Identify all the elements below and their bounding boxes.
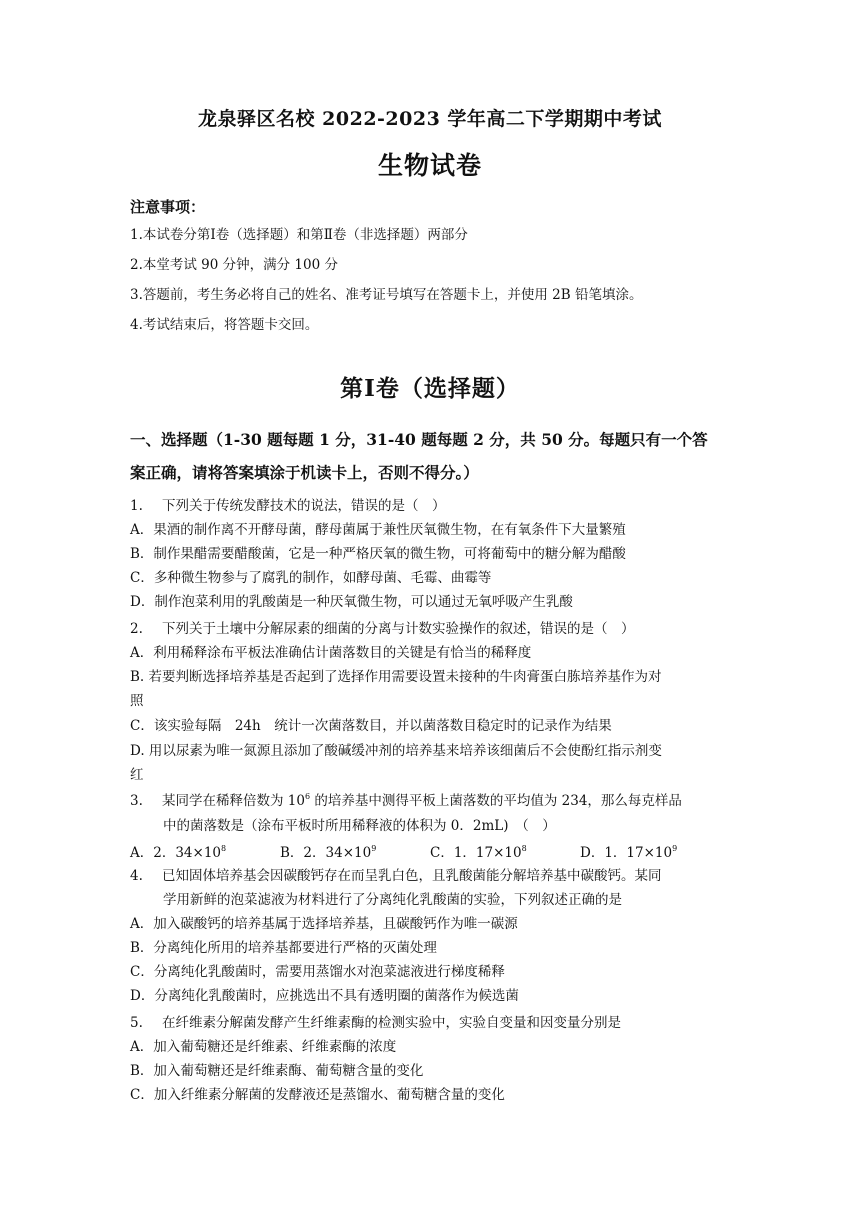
q1-option-b: B．制作果醋需要醋酸菌，它是一种严格厌氧的微生物，可将葡萄中的糖分解为醋酸	[130, 546, 626, 562]
question-text: 在纤维素分解菌发酵产生纤维素酶的检测实验中，实验自变量和因变量分别是	[162, 1015, 621, 1031]
question-5-stem	[130, 1013, 740, 1033]
q3-option-d: D．1．$17\times 10^9$	[580, 844, 678, 861]
note-item: 4.考试结束后，将答题卡交回。	[130, 317, 319, 333]
question-text: 下列关于传统发酵技术的说法，错误的是（ ）	[162, 498, 446, 514]
question-3-stem-line1	[130, 791, 740, 811]
note-item: 3.答题前，考生务必将自己的姓名、准考证号填写在答题卡上，并使用 2B 铅笔填涂。	[130, 287, 643, 303]
question-text: 下列关于土壤中分解尿素的细菌的分离与计数实验操作的叙述，错误的是（ ）	[162, 621, 635, 637]
q4-option-d: D．分离纯化乳酸菌时，应挑选出不具有透明圈的菌落作为候选菌	[130, 988, 519, 1004]
q3-option-c: C．1．$17\times 10^8$	[430, 844, 527, 861]
q1-option-d: D．制作泡菜利用的乳酸菌是一种厌氧微生物，可以通过无氧呼吸产生乳酸	[130, 594, 573, 610]
q2-option-a: A．利用稀释涂布平板法准确估计菌落数目的关键是有恰当的稀释度	[130, 645, 532, 661]
q5-option-b: B．加入葡萄糖还是纤维素酶、葡萄糖含量的变化	[130, 1063, 424, 1079]
q4-option-a: A．加入碳酸钙的培养基属于选择培养基，且碳酸钙作为唯一碳源	[130, 916, 518, 932]
question-number: 4.	[130, 868, 143, 884]
instructions-line-1: 一、选择题（1-30 题每题 1 分，31-40 题每题 2 分，共 50 分。每题只有一个答	[130, 430, 708, 449]
q2-option-b-line2: 照	[130, 693, 144, 709]
q2-option-d-line2: 红	[130, 767, 144, 783]
q4-option-b: B．分离纯化所用的培养基都要进行严格的灭菌处理	[130, 940, 437, 956]
question-4-stem-line2: 学用新鲜的泡菜滤液为材料进行了分离纯化乳酸菌的实验，下列叙述正确的是	[163, 892, 622, 908]
question-number: 2.	[130, 621, 143, 637]
note-item: 2.本堂考试 90 分钟，满分 100 分	[130, 257, 338, 273]
question-number: 3.	[130, 793, 143, 809]
q3-option-b: B．2．$34\times 10^9$	[280, 844, 377, 861]
notes-heading: 注意事项：	[130, 198, 206, 216]
question-number: 1.	[130, 498, 143, 514]
q5-option-a: A．加入葡萄糖还是纤维素、纤维素酶的浓度	[130, 1039, 397, 1055]
exam-title: 龙泉驿区名校 2022-2023 学年高二下学期期中考试	[198, 108, 662, 130]
q1-option-c: C．多种微生物参与了腐乳的制作，如酵母菌、毛霉、曲霉等	[130, 570, 492, 586]
question-text: 已知固体培养基会因碳酸钙存在而呈乳白色，且乳酸菌能分解培养基中碳酸钙。某同	[162, 868, 662, 884]
question-number: 5.	[130, 1015, 143, 1031]
instructions-line-2: 案正确，请将答案填涂于机读卡上，否则不得分。）	[130, 463, 479, 482]
subject-title: 生物试卷	[377, 151, 482, 180]
section-title: 第Ⅰ卷（选择题）	[340, 375, 520, 402]
question-2-stem	[130, 619, 740, 639]
note-item: 1.本试卷分第Ⅰ卷（选择题）和第Ⅱ卷（非选择题）两部分	[130, 227, 468, 243]
q2-option-d-line1: D. 用以尿素为唯一氮源且添加了酸碱缓冲剂的培养基来培养该细菌后不会使酚红指示剂变	[130, 743, 662, 759]
q2-option-c: C．该实验每隔 24h 统计一次菌落数目，并以菌落数目稳定时的记录作为结果	[130, 718, 612, 734]
q1-option-a: A．果酒的制作离不开酵母菌，酵母菌属于兼性厌氧微生物，在有氧条件下大量繁殖	[130, 522, 626, 538]
question-3-stem-line2: 中的菌落数是（涂布平板时所用稀释液的体积为 0．2mL) （ ）	[163, 818, 556, 834]
question-text: 的培养基中测得平板上菌落数的平均值为 234，那么每克样品	[310, 793, 682, 809]
q2-option-b-line1: B. 若要判断选择培养基是否起到了选择作用需要设置未接种的牛肉膏蛋白胨培养基作为对	[130, 669, 662, 685]
exponent: 6	[304, 792, 311, 801]
q4-option-c: C．分离纯化乳酸菌时，需要用蒸馏水对泡菜滤液进行梯度稀释	[130, 964, 505, 980]
question-1-stem	[130, 496, 740, 516]
question-4-stem-line1	[130, 866, 740, 886]
q3-option-a: A．2．$34\times 10^8$	[130, 844, 227, 861]
question-text: 某同学在稀释倍数为 10	[162, 793, 305, 809]
q5-option-c: C．加入纤维素分解菌的发酵液还是蒸馏水、葡萄糖含量的变化	[130, 1087, 505, 1103]
